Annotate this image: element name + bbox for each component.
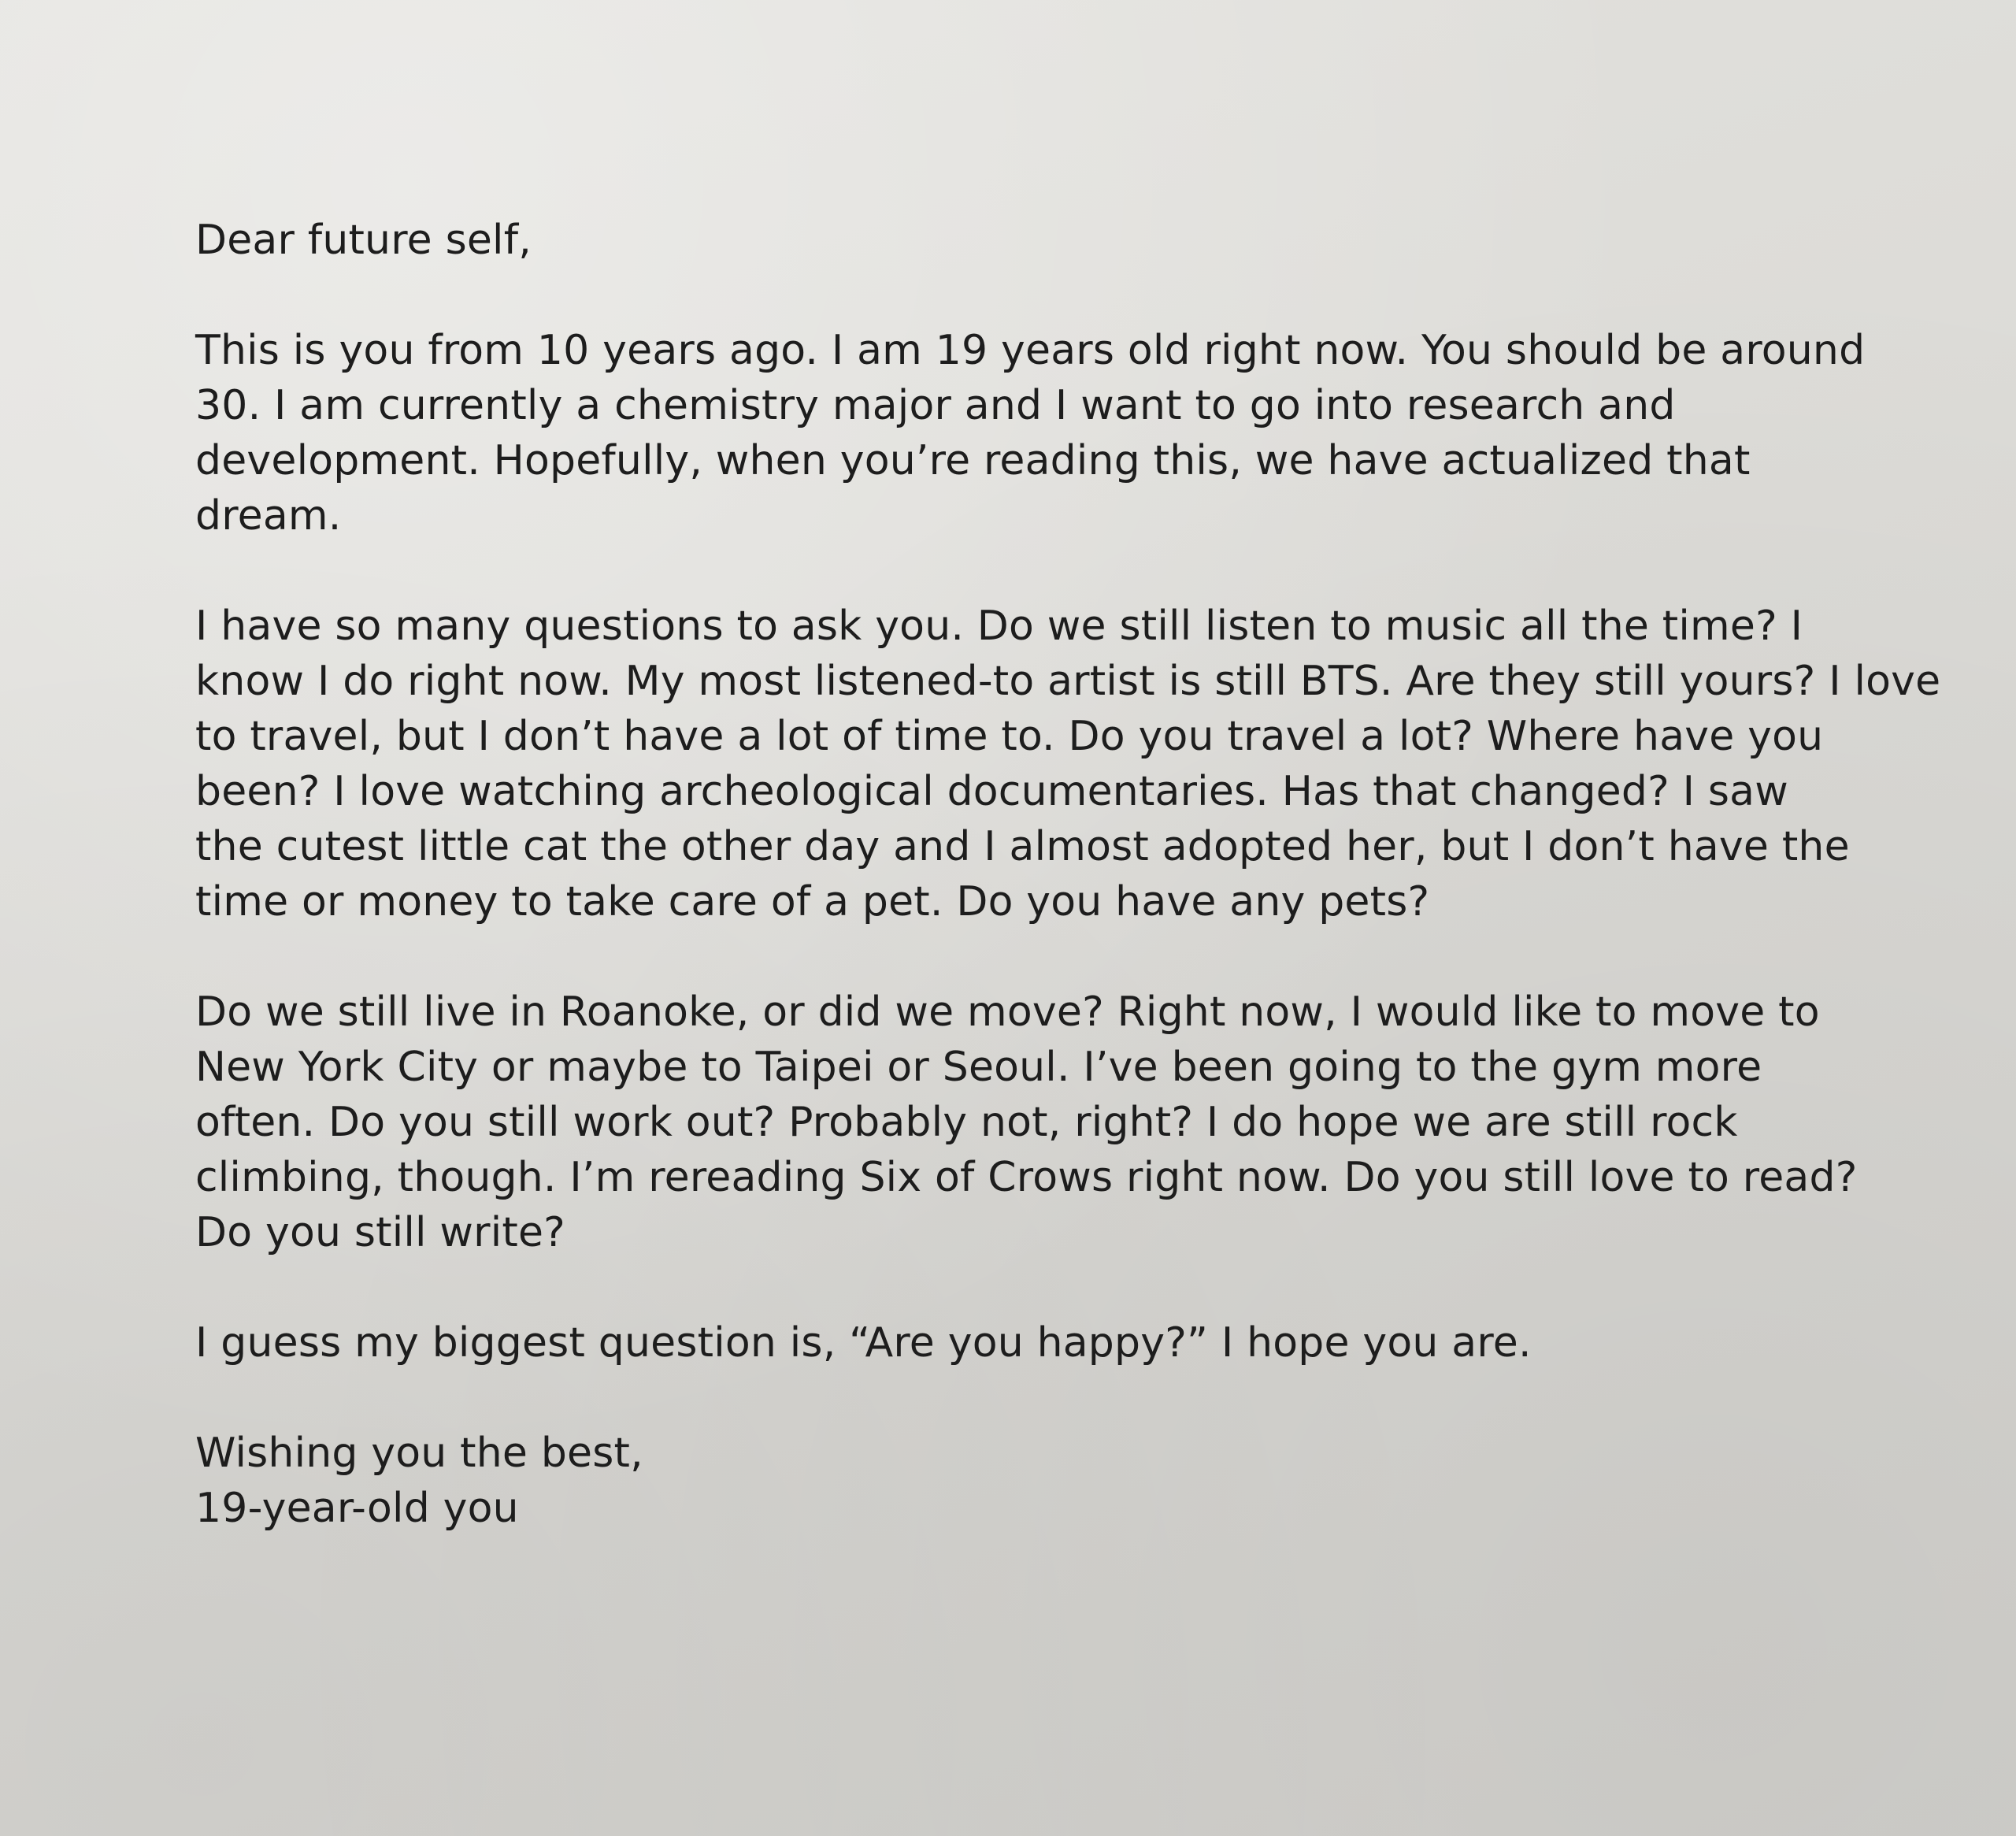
paragraph-line: time or money to take care of a pet. Do you have any pets? [195, 878, 1430, 925]
closing-line: Wishing you the best, [195, 1430, 643, 1477]
signature-line: 19-year-old you [195, 1485, 519, 1532]
paragraph-line: climbing, though. I’m rereading Six of Crows right now. Do you still love to read? [195, 1154, 1858, 1201]
paragraph-line: Do you still write? [195, 1209, 565, 1256]
paragraph-line: development. Hopefully, when you’re reading this, we have actualized that [195, 437, 1751, 484]
paragraph-line: 30. I am currently a chemistry major and I want to go into research and [195, 382, 1676, 429]
paragraph-location [195, 985, 1896, 1260]
paragraph-line: the cutest little cat the other day and I almost adopted her, but I don’t have the [195, 823, 1850, 870]
paragraph-line: to travel, but I don’t have a lot of time to. Do you travel a lot? Where have you [195, 713, 1824, 760]
sign-off [195, 1426, 1896, 1536]
paragraph-line: I have so many questions to ask you. Do we still listen to music all the time? I [195, 603, 1803, 650]
paragraph-line: New York City or maybe to Taipei or Seoul. I’ve been going to the gym more [195, 1044, 1762, 1091]
paragraph-line: been? I love watching archeological documentaries. Has that changed? I saw [195, 768, 1788, 815]
paragraph-line: often. Do you still work out? Probably not, right? I do hope we are still rock [195, 1099, 1738, 1146]
paragraph-line: Do we still live in Roanoke, or did we move? Right now, I would like to move to [195, 988, 1820, 1036]
paragraph-line: dream. [195, 492, 342, 540]
paragraph-line: I guess my biggest question is, “Are you happy?” I hope you are. [195, 1319, 1532, 1367]
paragraph-happiness [195, 1315, 1896, 1371]
paragraph-line: know I do right now. My most listened-to artist is still BTS. Are they still yours? I love [195, 658, 1941, 705]
paragraph-intro [195, 323, 1896, 543]
greeting-line: Dear future self, [195, 217, 532, 264]
greeting [195, 213, 1896, 268]
letter-body [195, 213, 1941, 1536]
paragraph-questions [195, 599, 1941, 929]
paragraph-line: This is you from 10 years ago. I am 19 years old right now. You should be around [195, 327, 1866, 374]
